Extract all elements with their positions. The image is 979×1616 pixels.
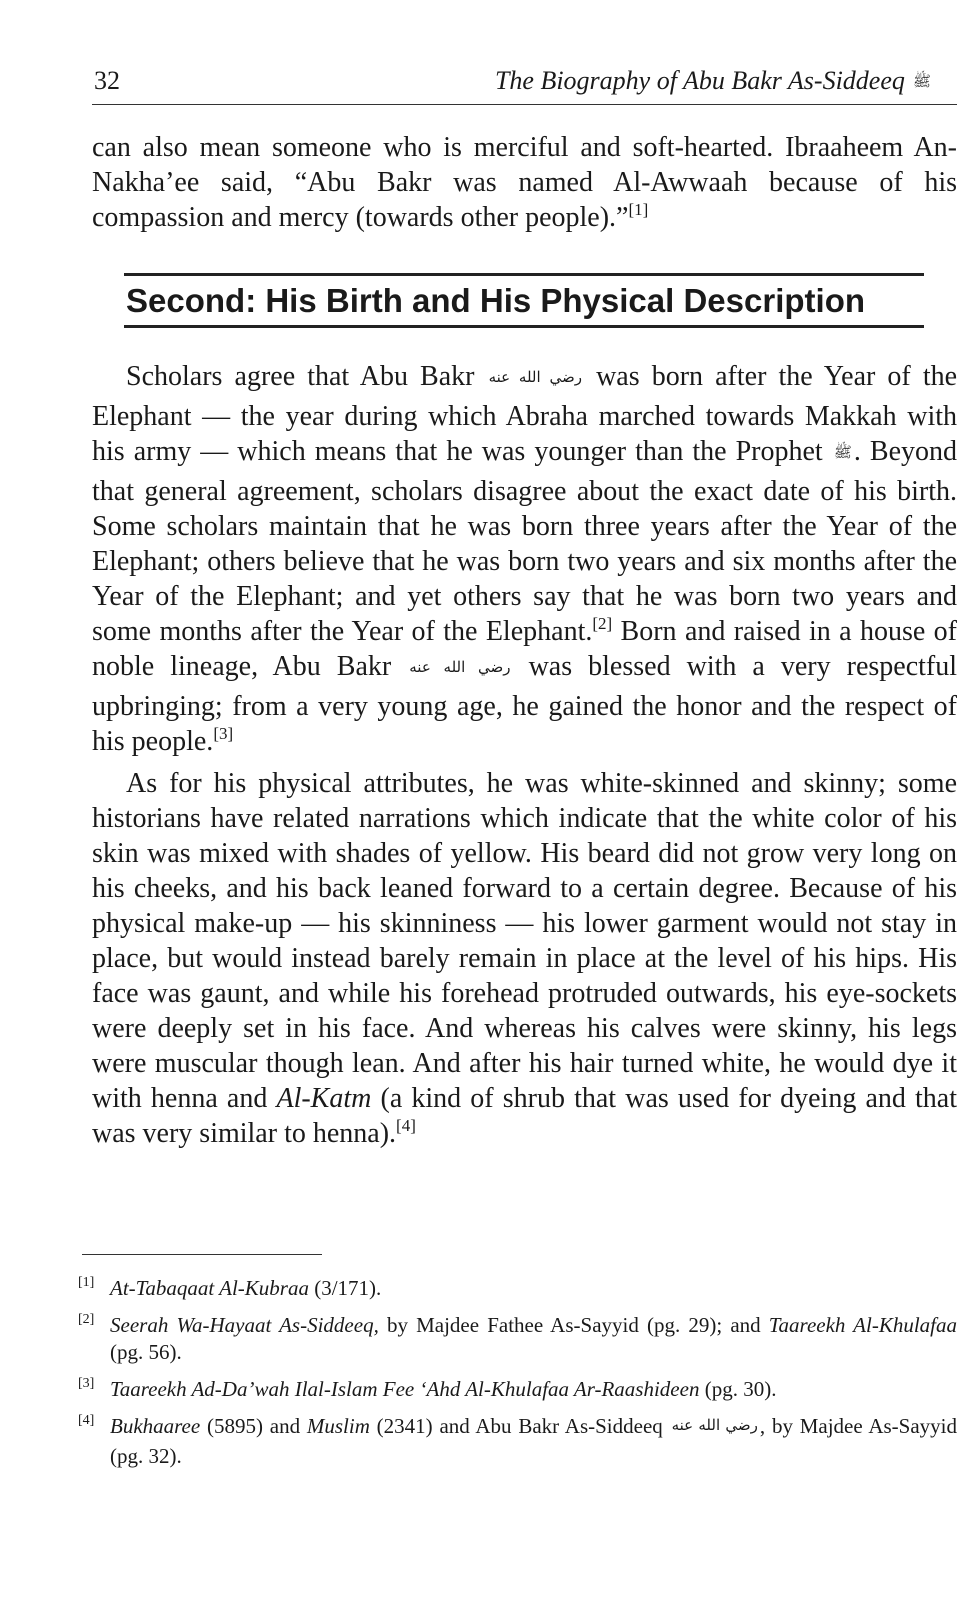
- footnote-ref-2[interactable]: [2]: [592, 614, 613, 633]
- physical-description-paragraph: [92, 766, 957, 1151]
- footnote-mark: [1]: [78, 1275, 95, 1290]
- page-header: [92, 62, 957, 105]
- footnote-text: (2341) and Abu Bakr As-Siddeeq: [369, 1414, 670, 1438]
- footnote-mark: [2]: [78, 1312, 95, 1327]
- footnote-text: (pg. 56).: [110, 1340, 182, 1364]
- continued-paragraph: [92, 130, 957, 235]
- footnote-item: [78, 1376, 957, 1403]
- text-run: Born and raised in a house of noble lineage, Abu Bakr: [92, 616, 957, 682]
- text-run: was blessed with a very respectful upbringing; from a very young age, he gained the honor and the respect of his people.: [92, 651, 958, 757]
- footnote-text: (3/171).: [308, 1276, 382, 1300]
- footnote-text: (pg. 30).: [699, 1377, 777, 1401]
- footnote-divider: [82, 1254, 322, 1255]
- text-run: As for his physical attributes, he was white-skinned and skinny; some historians have related narrations which indicate that the white color of his skin was mixed with shades of yellow. His beard did not grow very long on his cheeks, and his back leaned forward to a certain degree. Because of his physical make-up — his skinniness — his lower garment would not stay in place, but would instead barely remain in place at the level of his hips. His face was gaunt, and while his forehead protruded outwards, his eye-sockets were deeply set in his face. And whereas his calves were skinny, his legs were muscular though lean. And after his hair turned white, he would dye it with henna and: [92, 768, 957, 1114]
- source-title: Taareekh Al-Khulafaa: [768, 1313, 957, 1337]
- footnote-item: [78, 1413, 957, 1470]
- honorific-glyph-icon: رضي الله عنه: [409, 660, 511, 676]
- text-run: Scholars agree that Abu Bakr: [126, 361, 475, 392]
- honorific-glyph-icon: ﷺ: [912, 74, 931, 90]
- footnote-ref-3[interactable]: [3]: [213, 724, 234, 743]
- page-number: 32: [94, 66, 120, 95]
- honorific-glyph-icon: رضي الله عنه: [671, 1418, 758, 1434]
- footnote-mark: [3]: [78, 1376, 95, 1391]
- source-title: Muslim: [306, 1414, 370, 1438]
- footnote-ref-1[interactable]: [1]: [628, 200, 649, 219]
- source-title: Taareekh Ad-Da’wah Ilal-Islam Fee ‘Ahd Al-Khulafaa Ar-Raashideen: [110, 1377, 700, 1401]
- footnote-text: , by Majdee As-Sayyid (pg. 32).: [110, 1414, 957, 1468]
- running-title: [495, 66, 931, 97]
- footnotes: [78, 1275, 957, 1480]
- footnote-item: [78, 1312, 957, 1366]
- text-run: was born after the Year of the Elephant — the year during which Abraha marched towards Makkah with his army — which means that he was younger than the Prophet: [92, 361, 958, 467]
- honorific-glyph-icon: رضي الله عنه: [488, 370, 582, 386]
- source-title: Seerah Wa-Hayaat As-Siddeeq,: [110, 1313, 379, 1337]
- main-body: [92, 359, 957, 1151]
- footnote-ref-4[interactable]: [4]: [396, 1116, 416, 1135]
- running-title-text: The Biography of Abu Bakr As-Siddeeq: [494, 66, 905, 95]
- birth-paragraph: [92, 359, 957, 759]
- italic-term: Al-Katm: [276, 1083, 372, 1114]
- footnote-text: by Majdee Fathee As-Sayyid (pg. 29); and: [378, 1313, 769, 1337]
- source-title: Bukhaaree: [110, 1414, 201, 1438]
- footnote-item: [78, 1275, 957, 1302]
- text-run: (a kind of shrub that was used for dyeing and that was very similar to henna).: [92, 1083, 958, 1149]
- section-heading: Second: His Birth and His Physical Description: [124, 273, 924, 328]
- footnote-mark: [4]: [78, 1413, 95, 1428]
- salutation-glyph-icon: ﷺ: [833, 445, 852, 461]
- continued-paragraph-text: can also mean someone who is merciful and soft-hearted. Ibraaheem An-Nakha’ee said, “Abu Bakr was named Al-Awwaah because of his compassion and mercy (towards other people).”: [92, 132, 957, 233]
- text-run: . Beyond that general agreement, scholars disagree about the exact date of his birth. Some scholars maintain that he was born three years after the Year of the Elephant; others believe that he was born two years and six months after the Year of the Elephant; and yet others say that he was born two years and some months after the Year of the Elephant.: [92, 436, 957, 647]
- footnote-text: (5895) and: [200, 1414, 307, 1438]
- source-title: At-Tabaqaat Al-Kubraa: [110, 1276, 309, 1300]
